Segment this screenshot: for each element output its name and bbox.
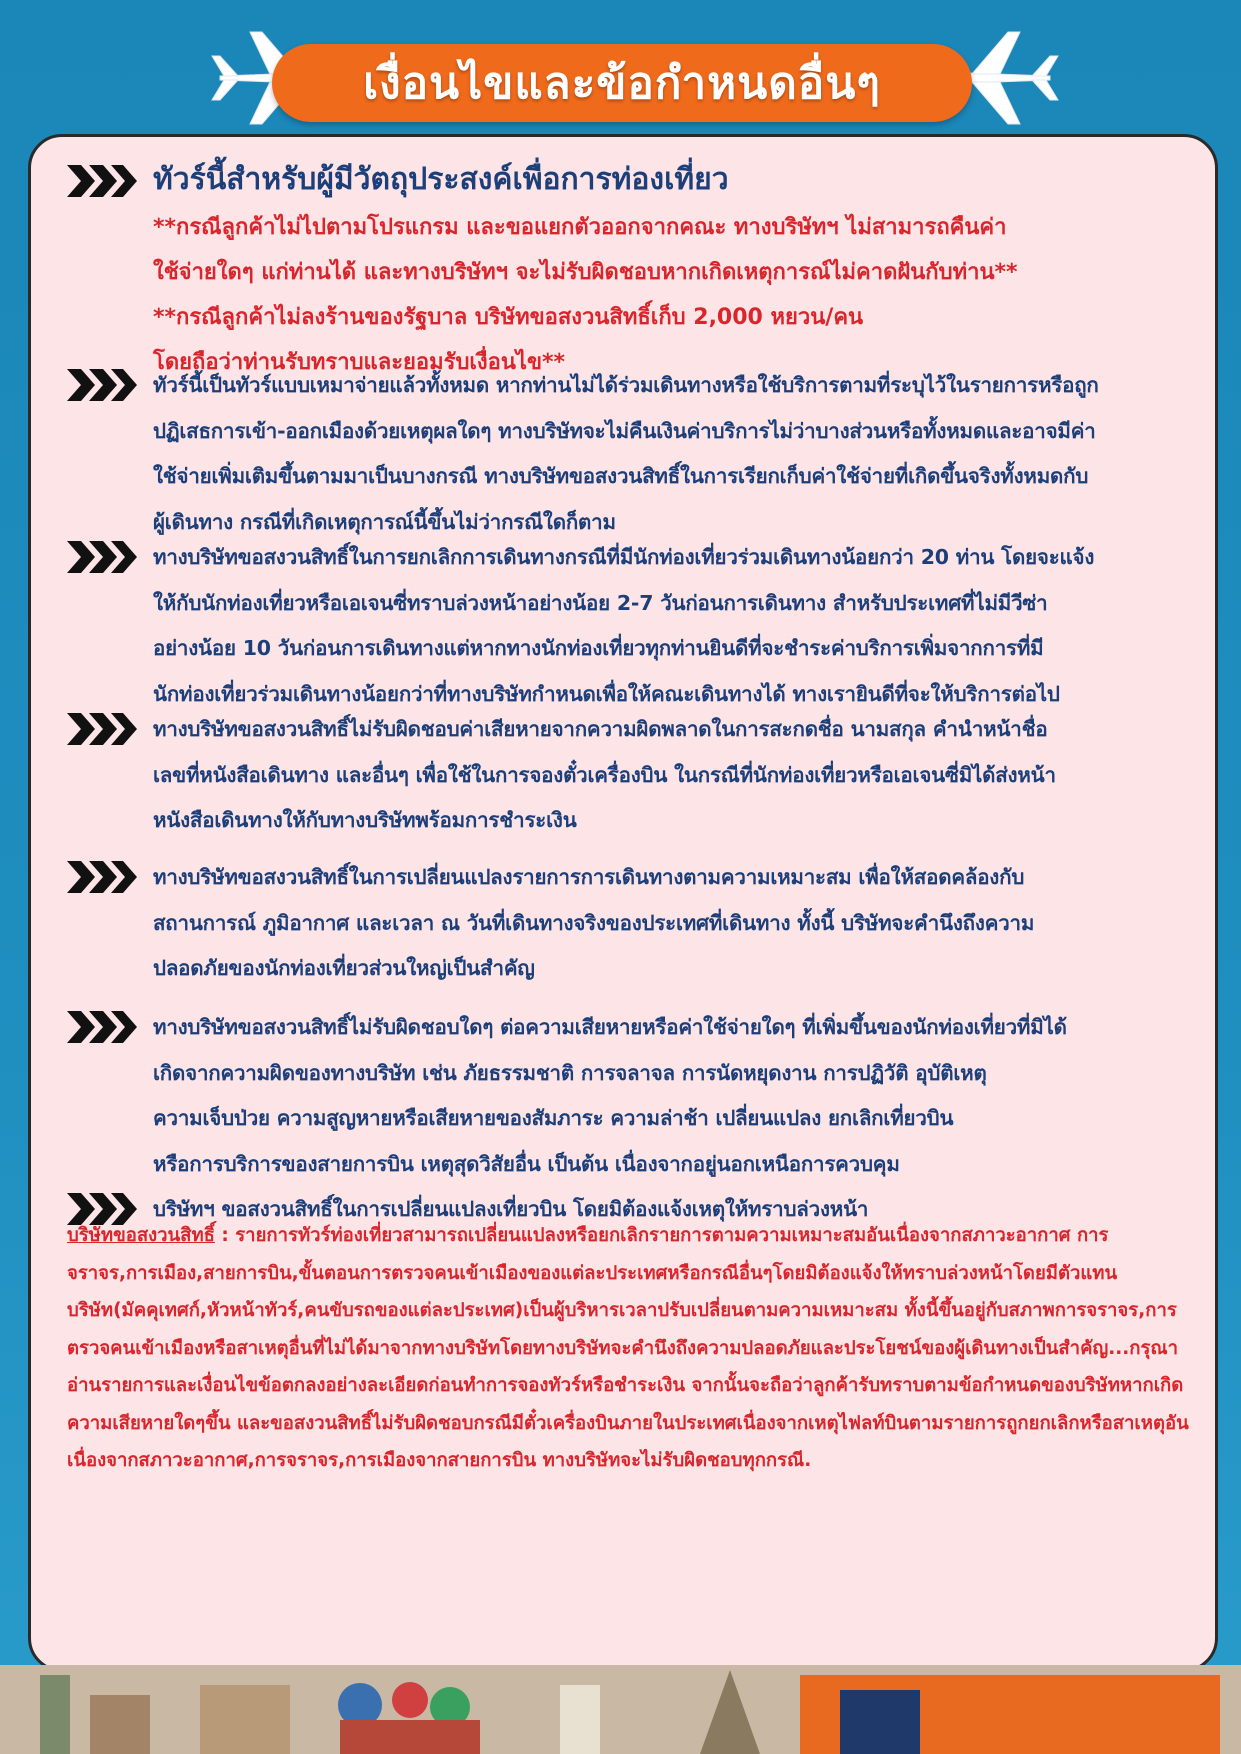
triple-chevron-icon (67, 861, 137, 893)
landmarks-illustration (0, 1665, 1241, 1754)
text-line: ทางบริษัทขอสงวนสิทธิ์ในการเปลี่ยนแปลงรายการการเดินทางตามความเหมาะสม เพื่อให้สอดคล้องกับ (153, 865, 1025, 889)
triple-chevron-icon (67, 1011, 137, 1043)
text-line: อย่างน้อย 10 วันก่อนการเดินทางแต่หากทางนักท่องเที่ยวทุกท่านยินดีที่จะชำระค่าบริการเพิ่มจากการที่มี (153, 636, 1044, 660)
text-line: **กรณีลูกค้าไม่ไปตามโปรแกรม และขอแยกตัวออกจากคณะ ทางบริษัทฯ ไม่สามารถคืนค่า (153, 215, 1007, 240)
text-line: **กรณีลูกค้าไม่ลงร้านของรัฐบาล บริษัทขอสงวนสิทธิ์เก็บ 2,000 หยวน/คน (153, 305, 864, 330)
triple-chevron-icon (67, 713, 137, 745)
title-banner (272, 44, 972, 122)
text-line: ให้กับนักท่องเที่ยวหรือเอเจนซี่ทราบล่วงหน้าอย่างน้อย 2-7 วันก่อนการเดินทาง สำหรับประเทศที่ไม่มีวีซ่า (153, 590, 1048, 615)
text-line: นักท่องเที่ยวร่วมเดินทางน้อยกว่าที่ทางบริษัทกำหนดเพื่อให้คณะเดินทางได้ ทางเรายินดีที่จะให้บริการต่อไป (153, 681, 1060, 706)
text-line: ความเจ็บป่วย ความสูญหายหรือเสียหายของสัมภาระ ความล่าช้า เปลี่ยนแปลง ยกเลิกเที่ยวบิน (153, 1106, 954, 1130)
text-line: เกิดจากความผิดของทางบริษัท เช่น ภัยธรรมชาติ การจลาจล การนัดหยุดงาน การปฏิวัติ อุบัติเหตุ (153, 1060, 987, 1085)
terms-section (67, 707, 1189, 844)
terms-card (28, 134, 1218, 1672)
terms-section (67, 363, 1189, 545)
text-line: ใช้จ่ายเพิ่มเติมขึ้นตามมาเป็นบางกรณี ทางบริษัทขอสงวนสิทธิ์ในการเรียกเก็บค่าใช้จ่ายที่เกิดขึ้นจริงทั้งหมดกับ (153, 464, 1089, 488)
disclaimer-text: : รายการทัวร์ท่องเที่ยวสามารถเปลี่ยนแปลงหรือยกเลิกรายการตามความเหมาะสมอันเนื่องจากสภาวะอากาศ การจราจร,การเมือง,สายการบิน,ขั้นตอนการตรวจคนเข้าเมืองของแต่ละประเทศหรือกรณีอื่นๆโดยมิต้องแจ้งให้ทราบล่วงหน้าโดยมีตัวแทนบริษัท(มัคคุเทศก์,หัวหน้าทัวร์,คนขับรถของแต่ละประเทศ)เป็นผู้บริหารเวลาปรับเปลี่ยนตามความเหมาะสม ทั้งนี้ขึ้นอยู่กับสภาพการจราจร,การตรวจคนเข้าเมืองหรือสาเหตุอื่นที่ไม่ได้มาจากทางบริษัทโดยทางบริษัทจะคำนึงถึงความปลอดภัยและประโยชน์ของผู้เดินทางเป็นสำคัญ...กรุณาอ่านรายการและเงื่อนไขข้อตกลงอย่างละเอียดก่อนทำการจองทัวร์หรือชำระเงิน จากนั้นจะถือว่าลูกค้ารับทราบตามข้อกำหนดของบริษัทหากเกิดความเสียหายใดๆขึ้น และขอสงวนสิทธิ์ไม่รับผิดชอบกรณีมีตั๋วเครื่องบินภายในประเทศเนื่องจากเหตุไฟลท์บินตามรายการถูกยกเลิกหรือสาเหตุอันเนื่องจากสภาวะอากาศ,การจราจร,การเมืองจากสายการบิน ทางบริษัทจะไม่รับผิดชอบทุกกรณี. (67, 1225, 1189, 1471)
text-line: โดยถือว่าท่านรับทราบและยอมรับเงื่อนไข** (153, 350, 566, 375)
text-line: ผู้เดินทาง กรณีที่เกิดเหตุการณ์นี้ขึ้นไม่ว่ากรณีใดก็ตาม (153, 509, 616, 534)
terms-section (67, 155, 1189, 385)
terms-section (67, 855, 1189, 992)
text-line: ทางบริษัทขอสงวนสิทธิ์ไม่รับผิดชอบใดๆ ต่อความเสียหายหรือค่าใช้จ่ายใดๆ ที่เพิ่มขึ้นของนักท่องเที่ยวที่มิได้ (153, 1015, 1067, 1039)
triple-chevron-icon (67, 369, 137, 401)
text-line: ทางบริษัทขอสงวนสิทธิ์ในการยกเลิกการเดินทางกรณีที่มีนักท่องเที่ยวร่วมเดินทางน้อยกว่า 20 ท่าน โดยจะแจ้ง (153, 545, 1095, 569)
text-line: หรือการบริการของสายการบิน เหตุสุดวิสัยอื่น เป็นต้น เนื่องจากอยู่นอกเหนือการควบคุม (153, 1151, 900, 1176)
text-line: บริษัทฯ ขอสงวนสิทธิ์ในการเปลี่ยนแปลงเที่ยวบิน โดยมิต้องแจ้งเหตุให้ทราบล่วงหน้า (153, 1197, 869, 1221)
section-heading: ทัวร์นี้สำหรับผู้มีวัตถุประสงค์เพื่อการท่องเที่ยว (153, 162, 729, 197)
triple-chevron-icon (67, 541, 137, 573)
disclaimer-label: บริษัทขอสงวนสิทธิ์ (67, 1225, 215, 1246)
text-line: หนังสือเดินทางให้กับทางบริษัทพร้อมการชำระเงิน (153, 808, 577, 832)
disclaimer-note (67, 1217, 1193, 1480)
page-title: เงื่อนไขและข้อกำหนดอื่นๆ (363, 58, 881, 109)
text-line: ทัวร์นี้เป็นทัวร์แบบเหมาจ่ายแล้วทั้งหมด หากท่านไม่ได้ร่วมเดินทางหรือใช้บริการตามที่ระบุไว้ในรายการหรือถูก (153, 373, 1099, 397)
text-line: ปฏิเสธการเข้า-ออกเมืองด้วยเหตุผลใดๆ ทางบริษัทจะไม่คืนเงินค่าบริการไม่ว่าบางส่วนหรือทั้งหมดและอาจมีค่า (153, 418, 1096, 443)
text-line: เลขที่หนังสือเดินทาง และอื่นๆ เพื่อใช้ในการจองตั๋วเครื่องบิน ในกรณีที่นักท่องเที่ยวหรือเอเจนซี่มิได้ส่งหน้า (153, 762, 1056, 787)
text-line: ทางบริษัทขอสงวนสิทธิ์ไม่รับผิดชอบค่าเสียหายจากความผิดพลาดในการสะกดชื่อ นามสกุล คำนำหน้าชื่อ (153, 717, 1048, 741)
text-line: ใช้จ่ายใดๆ แก่ท่านได้ และทางบริษัทฯ จะไม่รับผิดชอบหากเกิดเหตุการณ์ไม่คาดฝันกับท่าน** (153, 260, 1018, 285)
text-line: สถานการณ์ ภูมิอากาศ และเวลา ณ วันที่เดินทางจริงของประเทศที่เดินทาง ทั้งนี้ บริษัทจะคำนึงถึงความ (153, 910, 1035, 935)
text-line: ปลอดภัยของนักท่องเที่ยวส่วนใหญ่เป็นสำคัญ (153, 956, 535, 980)
terms-section (67, 1005, 1189, 1187)
terms-section (67, 535, 1189, 717)
triple-chevron-icon (67, 165, 137, 197)
